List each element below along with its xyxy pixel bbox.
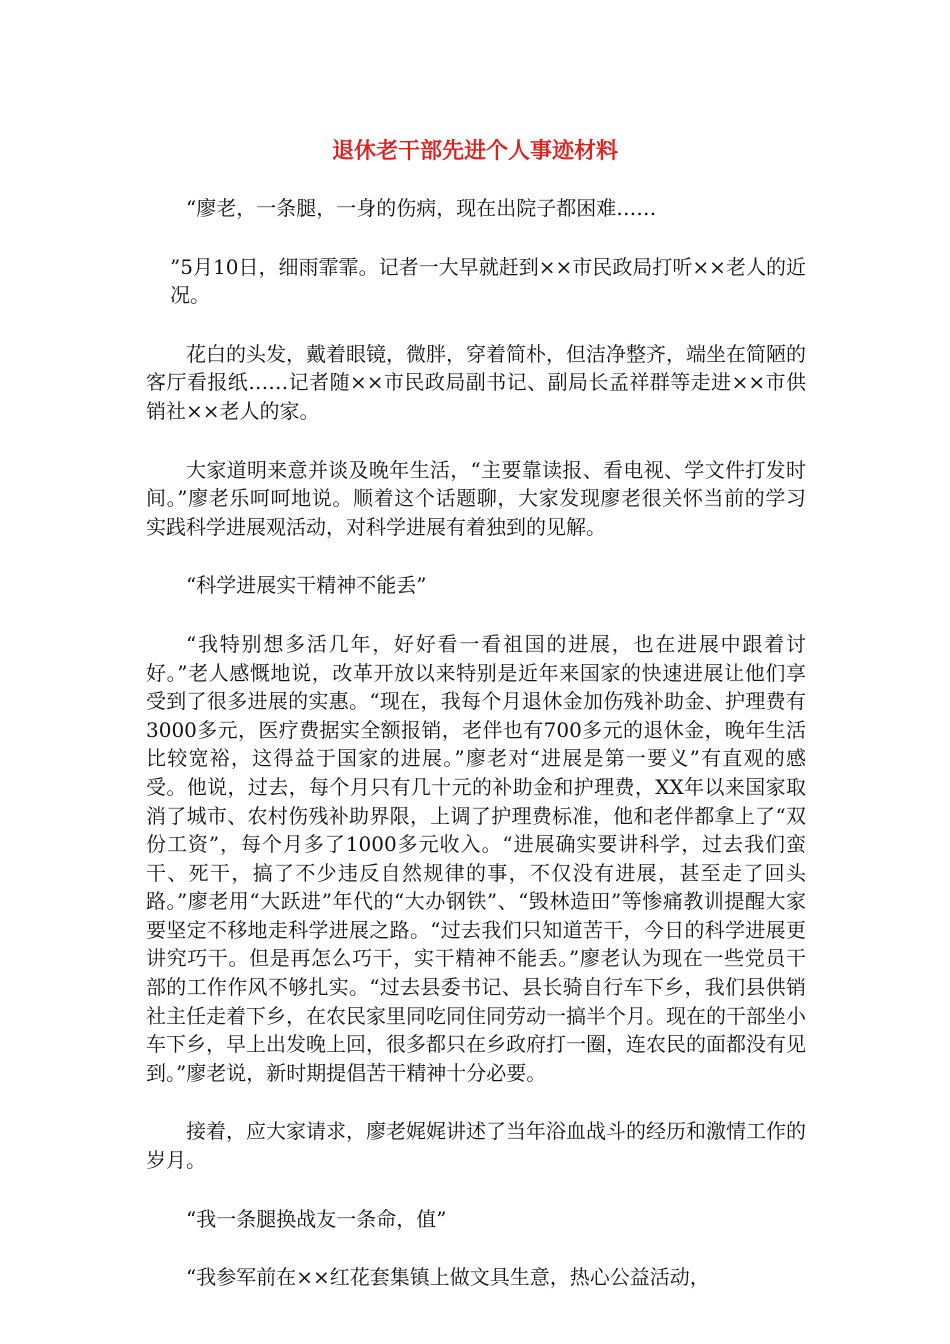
paragraph: 花白的头发，戴着眼镜，微胖，穿着简朴，但洁净整齐，端坐在简陋的客厅看报纸……记者随××市民政局副书记、副局长孟祥群等走进××市供销社××老人的家。 [146, 341, 806, 423]
paragraph: 大家道明来意并谈及晚年生活，“主要靠读报、看电视、学文件打发时间。”廖老乐呵呵地说。顺着这个话题聊，大家发现廖老很关怀当前的学习实践科学进展观活动，对科学进展有着独到的见解。 [146, 457, 806, 539]
paragraph: “我特别想多活几年，好好看一看祖国的进展，也在进展中跟着讨好。”老人感慨地说，改革开放以来特别是近年来国家的快速进展让他们享受到了很多进展的实惠。“现在，我每个月退休金加伤残补助金、护理费有3000多元，医疗费据实全额报销，老伴也有700多元的退休金，晚年生活比较宽裕，这得益于国家的进展。”廖老对“进展是第一要义”有直观的感受。他说，过去，每个月只有几十元的补助金和护理费，XX年以来国家取消了城市、农村伤残补助界限，上调了护理费标准，他和老伴都拿上了“双份工资”，每个月多了1000多元收入。“进展确实要讲科学，过去我们蛮干、死干，搞了不少违反自然规律的事，不仅没有进展，甚至走了回头路。”廖老用“大跃进”年代的“大办钢铁”、“毁林造田”等惨痛教训提醒大家要坚定不移地走科学进展之路。“过去我们只知道苦干，今日的科学进展更讲究巧干。但是再怎么巧干，实干精神不能丢。”廖老认为现在一些党员干部的工作作风不够扎实。“过去县委书记、县长骑自行车下乡，我们县供销社主任走着下乡，在农民家里同吃同住同劳动一搞半个月。现在的干部坐小车下乡，早上出发晚上回，很多都只在乡政府打一圈，连农民的面都没有见到。”廖老说，新时期提倡苦干精神十分必要。 [146, 631, 806, 1085]
document-body [146, 194, 806, 1322]
paragraph: ”5月10日，细雨霏霏。记者一大早就赶到××市民政局打听××老人的近况。 [170, 254, 806, 308]
document-title: 退休老干部先进个人事迹材料 [331, 139, 618, 164]
paragraph: 接着，应大家请求，廖老娓娓讲述了当年浴血战斗的经历和激情工作的岁月。 [146, 1119, 806, 1173]
paragraph: “我参军前在××红花套集镇上做文具生意，热心公益活动， [186, 1265, 710, 1290]
section-heading: “科学进展实干精神不能丢” [186, 573, 427, 598]
section-heading: “我一条腿换战友一条命，值” [186, 1206, 447, 1231]
paragraph: “廖老，一条腿，一身的伤病，现在出院子都困难…… [186, 196, 657, 220]
